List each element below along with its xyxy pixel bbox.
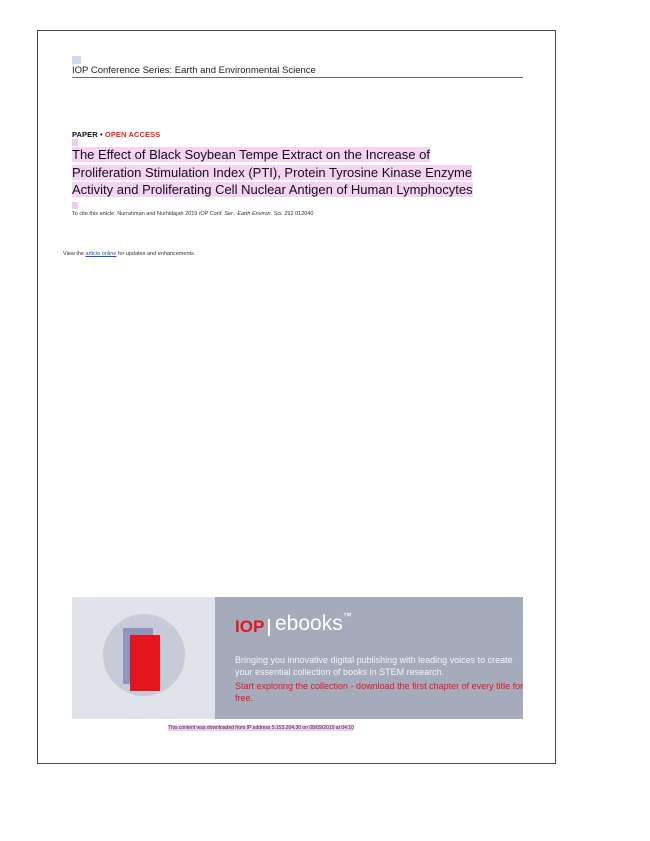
ebooks-logo <box>275 612 352 636</box>
annotation-marker <box>72 56 81 64</box>
citation-journal: IOP Conf. Ser.: Earth Environ. Sci. <box>198 211 283 217</box>
document-page <box>37 30 556 764</box>
paper-title <box>72 146 512 199</box>
title-line: Activity and Proliferating Cell Nuclear Antigen of Human Lymphocytes <box>72 182 473 197</box>
logo-divider <box>268 619 270 636</box>
paper-type-label <box>72 130 160 139</box>
banner-description: Bringing you innovative digital publishing with leading voices to create your essential collection of books in STEM research. <box>235 655 513 677</box>
download-note: This content was downloaded from IP address 5.153.204.30 on 08/09/2019 at 04:10 <box>168 725 354 731</box>
view-prefix: View the <box>63 251 86 257</box>
view-online-note <box>63 251 195 257</box>
ebooks-wordmark: ebooks <box>275 612 343 635</box>
header-divider <box>72 77 523 78</box>
journal-name: IOP Conference Series: Earth and Environmental Science <box>72 65 316 76</box>
citation-prefix: To cite this article: Nurrahman and Nurhidajah 2019 <box>72 211 199 217</box>
citation-suffix: 292 012040 <box>282 211 314 217</box>
annotation-marker <box>72 202 78 209</box>
citation <box>72 211 313 217</box>
trademark-symbol: ™ <box>342 611 352 621</box>
book-icon <box>130 635 160 691</box>
article-online-link[interactable]: article online <box>85 251 117 257</box>
banner-cta[interactable]: Start exploring the collection - download the first chapter of every title for free. <box>235 681 524 703</box>
banner-art <box>72 597 215 719</box>
view-suffix: for updates and enhancements. <box>116 251 196 257</box>
ebooks-banner[interactable] <box>72 597 523 719</box>
title-line: Proliferation Stimulation Index (PTI), Protein Tyrosine Kinase Enzyme <box>72 164 473 180</box>
title-line: The Effect of Black Soybean Tempe Extract on the Increase of <box>72 147 430 162</box>
annotation-marker <box>72 139 78 146</box>
paper-label-text: PAPER <box>72 130 98 139</box>
label-separator: • <box>97 130 105 139</box>
open-access-badge: OPEN ACCESS <box>104 130 161 139</box>
iop-logo: IOP <box>235 617 265 636</box>
